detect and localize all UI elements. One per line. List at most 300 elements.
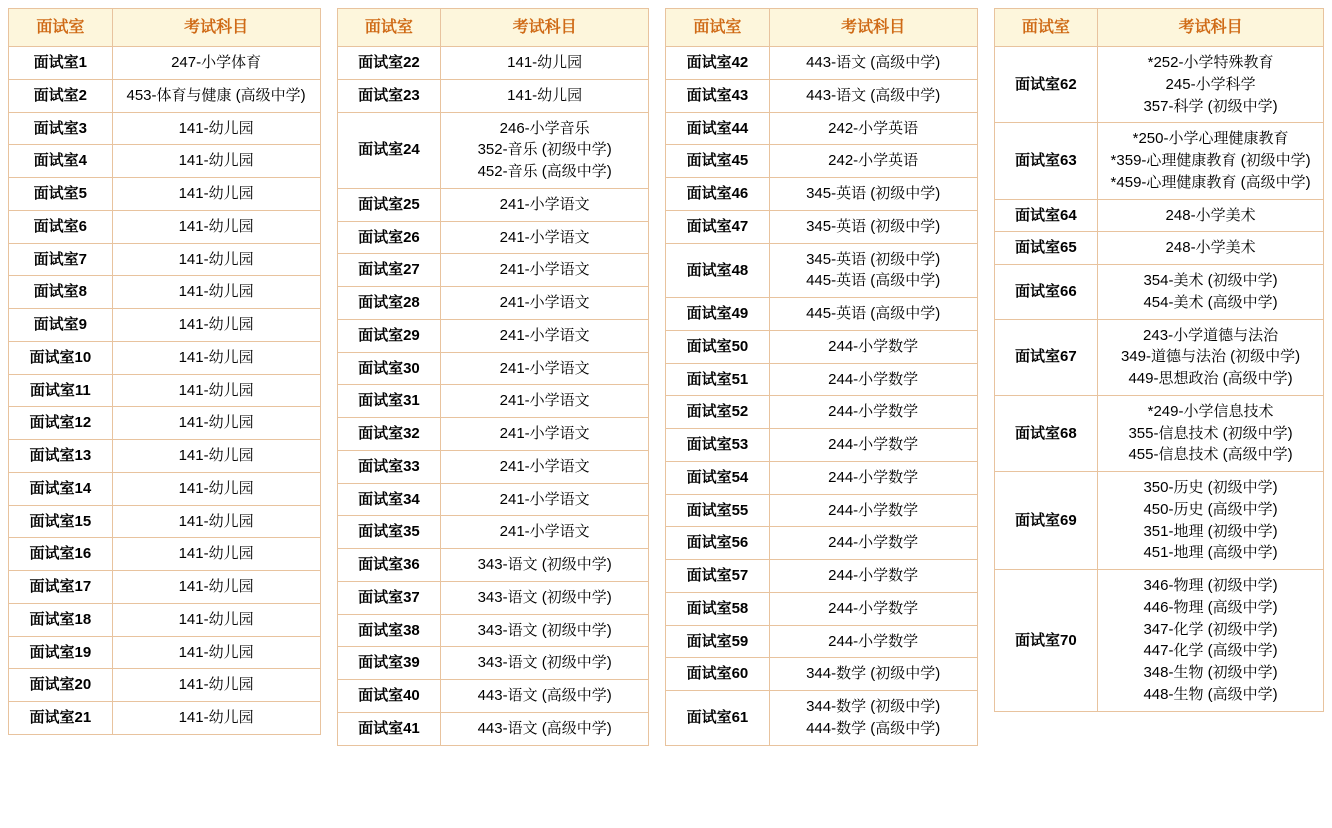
subject-line: 141-幼儿园 xyxy=(178,447,254,465)
table-row xyxy=(337,79,649,112)
subject-line: 343-语文 (初级中学) xyxy=(477,588,612,606)
subject-line: 244-小学数学 xyxy=(828,632,919,650)
subject-cell xyxy=(112,505,320,538)
schedule-table-3 xyxy=(665,8,978,746)
room-cell: 面试室15 xyxy=(9,505,113,538)
room-cell: 面试室29 xyxy=(337,319,441,352)
table-row xyxy=(666,210,978,243)
table-row xyxy=(9,178,321,211)
room-cell: 面试室23 xyxy=(337,79,441,112)
subject-cell xyxy=(112,669,320,702)
subject-cell xyxy=(769,461,977,494)
table-row xyxy=(9,112,321,145)
subject-cell xyxy=(769,625,977,658)
subject-line: 357-科学 (初级中学) xyxy=(1143,97,1278,115)
room-cell: 面试室31 xyxy=(337,385,441,418)
table-row xyxy=(666,145,978,178)
subject-line: 443-语文 (高级中学) xyxy=(477,687,612,705)
table-row xyxy=(9,669,321,702)
room-cell: 面试室20 xyxy=(9,669,113,702)
table-row xyxy=(666,396,978,429)
table-row xyxy=(9,309,321,342)
subject-cell xyxy=(441,352,649,385)
room-cell: 面试室53 xyxy=(666,429,770,462)
table-row xyxy=(337,549,649,582)
subject-cell xyxy=(112,603,320,636)
room-cell: 面试室52 xyxy=(666,396,770,429)
subject-line: 241-小学语文 xyxy=(499,326,590,344)
subject-line: 141-幼儿园 xyxy=(178,676,254,694)
subject-cell xyxy=(1098,570,1324,712)
subject-line: 141-幼儿园 xyxy=(507,86,583,104)
subject-cell xyxy=(441,47,649,80)
room-cell: 面试室10 xyxy=(9,341,113,374)
schedule-table-2 xyxy=(337,8,650,746)
subject-cell xyxy=(112,341,320,374)
subject-line: 354-美术 (初级中学) xyxy=(1143,272,1278,290)
subject-line: 244-小学数学 xyxy=(828,501,919,519)
room-cell: 面试室65 xyxy=(994,232,1098,265)
subject-cell xyxy=(441,188,649,221)
table-row xyxy=(666,178,978,211)
table-row xyxy=(337,112,649,188)
room-cell: 面试室60 xyxy=(666,658,770,691)
table-row xyxy=(666,79,978,112)
room-cell: 面试室12 xyxy=(9,407,113,440)
room-cell: 面试室37 xyxy=(337,581,441,614)
subject-line: *250-小学心理健康教育 xyxy=(1132,130,1289,148)
subject-line: 244-小学数学 xyxy=(828,370,919,388)
subject-line: 343-语文 (初级中学) xyxy=(477,556,612,574)
subject-cell xyxy=(769,243,977,298)
table-body-2 xyxy=(337,47,649,746)
subject-line: 447-化学 (高级中学) xyxy=(1143,642,1278,660)
subject-cell xyxy=(769,592,977,625)
subject-cell xyxy=(112,440,320,473)
table-row xyxy=(666,592,978,625)
subject-cell xyxy=(769,527,977,560)
table-row xyxy=(9,603,321,636)
subject-line: 141-幼儿园 xyxy=(178,348,254,366)
subject-cell xyxy=(112,571,320,604)
table-row xyxy=(666,560,978,593)
table-row xyxy=(994,472,1323,570)
subject-line: 451-地理 (高级中学) xyxy=(1143,544,1278,562)
room-cell: 面试室49 xyxy=(666,298,770,331)
subject-line: 444-数学 (高级中学) xyxy=(806,719,941,737)
room-cell: 面试室36 xyxy=(337,549,441,582)
subject-cell xyxy=(112,210,320,243)
room-cell: 面试室24 xyxy=(337,112,441,188)
subject-cell xyxy=(441,254,649,287)
schedule-block-1 xyxy=(0,8,329,735)
room-cell: 面试室41 xyxy=(337,712,441,745)
room-cell: 面试室27 xyxy=(337,254,441,287)
subject-cell xyxy=(112,47,320,80)
table-row xyxy=(994,395,1323,471)
room-cell: 面试室2 xyxy=(9,79,113,112)
subject-cell xyxy=(1098,199,1324,232)
subject-cell xyxy=(769,79,977,112)
room-cell: 面试室45 xyxy=(666,145,770,178)
table-row xyxy=(9,571,321,604)
subject-cell xyxy=(769,178,977,211)
room-cell: 面试室59 xyxy=(666,625,770,658)
subject-cell xyxy=(769,298,977,331)
room-cell: 面试室61 xyxy=(666,691,770,746)
subject-line: 448-生物 (高级中学) xyxy=(1143,685,1278,703)
subject-line: 443-语文 (高级中学) xyxy=(806,54,941,72)
table-row xyxy=(337,516,649,549)
subject-cell xyxy=(441,581,649,614)
subject-cell xyxy=(441,516,649,549)
subject-line: 141-幼儿园 xyxy=(178,643,254,661)
subject-cell xyxy=(112,472,320,505)
table-row xyxy=(666,243,978,298)
table-row xyxy=(666,429,978,462)
room-cell: 面试室47 xyxy=(666,210,770,243)
subject-line: 241-小学语文 xyxy=(499,392,590,410)
table-row xyxy=(666,625,978,658)
room-cell: 面试室56 xyxy=(666,527,770,560)
subject-line: 248-小学美术 xyxy=(1165,239,1256,257)
table-row xyxy=(666,494,978,527)
schedule-table-4 xyxy=(994,8,1324,712)
subject-line: 244-小学数学 xyxy=(828,534,919,552)
subject-line: 141-幼儿园 xyxy=(178,545,254,563)
table-row xyxy=(337,450,649,483)
subject-line: 455-信息技术 (高级中学) xyxy=(1128,446,1293,464)
room-cell: 面试室1 xyxy=(9,47,113,80)
subject-cell xyxy=(1098,47,1324,123)
table-header-row xyxy=(337,9,649,47)
subject-line: 141-幼儿园 xyxy=(178,250,254,268)
table-row xyxy=(9,538,321,571)
subject-line: 345-英语 (初级中学) xyxy=(806,217,941,235)
table-row xyxy=(994,199,1323,232)
subject-cell xyxy=(1098,123,1324,199)
subject-line: 345-英语 (初级中学) xyxy=(806,185,941,203)
room-cell: 面试室44 xyxy=(666,112,770,145)
table-row xyxy=(9,407,321,440)
subject-line: 349-道德与法治 (初级中学) xyxy=(1120,348,1301,366)
subject-line: 247-小学体育 xyxy=(171,54,262,72)
table-row xyxy=(666,691,978,746)
room-cell: 面试室54 xyxy=(666,461,770,494)
subject-cell xyxy=(769,210,977,243)
room-cell: 面试室11 xyxy=(9,374,113,407)
subject-cell xyxy=(441,418,649,451)
subject-cell xyxy=(769,429,977,462)
subject-line: 446-物理 (高级中学) xyxy=(1143,598,1278,616)
subject-line: 141-幼儿园 xyxy=(178,283,254,301)
subject-cell xyxy=(441,385,649,418)
room-cell: 面试室8 xyxy=(9,276,113,309)
table-row xyxy=(994,47,1323,123)
subject-line: 141-幼儿园 xyxy=(178,414,254,432)
table-header-row xyxy=(994,9,1323,47)
subject-line: 350-历史 (初级中学) xyxy=(1143,479,1278,497)
table-row xyxy=(666,461,978,494)
subject-line: 141-幼儿园 xyxy=(178,709,254,727)
subject-cell xyxy=(769,145,977,178)
room-cell: 面试室22 xyxy=(337,47,441,80)
subject-cell xyxy=(112,407,320,440)
room-cell: 面试室9 xyxy=(9,309,113,342)
room-cell: 面试室17 xyxy=(9,571,113,604)
table-header-row xyxy=(666,9,978,47)
subject-line: 343-语文 (初级中学) xyxy=(477,654,612,672)
subject-cell xyxy=(112,243,320,276)
column-header-subject: 考试科目 xyxy=(769,9,977,47)
subject-line: 141-幼儿园 xyxy=(178,381,254,399)
subject-cell xyxy=(441,614,649,647)
table-row xyxy=(666,527,978,560)
room-cell: 面试室62 xyxy=(994,47,1098,123)
table-row xyxy=(337,287,649,320)
room-cell: 面试室68 xyxy=(994,395,1098,471)
room-cell: 面试室19 xyxy=(9,636,113,669)
table-row xyxy=(994,319,1323,395)
subject-cell xyxy=(769,560,977,593)
table-row xyxy=(9,702,321,735)
table-row xyxy=(9,210,321,243)
room-cell: 面试室38 xyxy=(337,614,441,647)
room-cell: 面试室34 xyxy=(337,483,441,516)
room-cell: 面试室50 xyxy=(666,330,770,363)
subject-cell xyxy=(769,691,977,746)
subject-line: 348-生物 (初级中学) xyxy=(1143,664,1278,682)
subject-cell xyxy=(441,79,649,112)
table-row xyxy=(9,243,321,276)
subject-line: 244-小学数学 xyxy=(828,337,919,355)
room-cell: 面试室57 xyxy=(666,560,770,593)
subject-cell xyxy=(112,79,320,112)
room-cell: 面试室69 xyxy=(994,472,1098,570)
table-body-3 xyxy=(666,47,978,746)
room-cell: 面试室40 xyxy=(337,680,441,713)
subject-line: 241-小学语文 xyxy=(499,359,590,377)
table-row xyxy=(337,483,649,516)
table-row xyxy=(337,254,649,287)
subject-cell xyxy=(441,712,649,745)
subject-cell xyxy=(1098,265,1324,320)
subject-line: 241-小学语文 xyxy=(499,490,590,508)
table-row xyxy=(337,581,649,614)
table-row xyxy=(994,265,1323,320)
table-row xyxy=(9,79,321,112)
table-row xyxy=(666,363,978,396)
subject-line: 141-幼儿园 xyxy=(178,578,254,596)
table-row xyxy=(9,145,321,178)
table-row xyxy=(9,47,321,80)
table-row xyxy=(337,319,649,352)
subject-cell xyxy=(441,221,649,254)
subject-line: 355-信息技术 (初级中学) xyxy=(1128,424,1293,442)
subject-cell xyxy=(1098,319,1324,395)
subject-line: 241-小学语文 xyxy=(499,425,590,443)
room-cell: 面试室46 xyxy=(666,178,770,211)
room-cell: 面试室35 xyxy=(337,516,441,549)
schedule-block-3 xyxy=(657,8,986,746)
room-cell: 面试室63 xyxy=(994,123,1098,199)
subject-line: 244-小学数学 xyxy=(828,403,919,421)
subject-line: 343-语文 (初级中学) xyxy=(477,621,612,639)
room-cell: 面试室66 xyxy=(994,265,1098,320)
table-row xyxy=(994,232,1323,265)
table-row xyxy=(994,570,1323,712)
table-row xyxy=(9,505,321,538)
subject-line: 141-幼儿园 xyxy=(178,152,254,170)
column-header-room: 面试室 xyxy=(337,9,441,47)
room-cell: 面试室51 xyxy=(666,363,770,396)
room-cell: 面试室39 xyxy=(337,647,441,680)
subject-line: 352-音乐 (初级中学) xyxy=(477,141,612,159)
room-cell: 面试室4 xyxy=(9,145,113,178)
subject-line: 141-幼儿园 xyxy=(507,54,583,72)
table-row xyxy=(337,188,649,221)
subject-cell xyxy=(112,538,320,571)
room-cell: 面试室3 xyxy=(9,112,113,145)
room-cell: 面试室48 xyxy=(666,243,770,298)
subject-cell xyxy=(441,483,649,516)
column-header-subject: 考试科目 xyxy=(1098,9,1324,47)
room-cell: 面试室28 xyxy=(337,287,441,320)
room-cell: 面试室26 xyxy=(337,221,441,254)
subject-cell xyxy=(1098,232,1324,265)
subject-line: 347-化学 (初级中学) xyxy=(1143,620,1278,638)
subject-line: 443-语文 (高级中学) xyxy=(477,719,612,737)
table-row xyxy=(9,341,321,374)
room-cell: 面试室7 xyxy=(9,243,113,276)
room-cell: 面试室58 xyxy=(666,592,770,625)
room-cell: 面试室25 xyxy=(337,188,441,221)
subject-cell xyxy=(769,363,977,396)
room-cell: 面试室64 xyxy=(994,199,1098,232)
subject-line: 241-小学语文 xyxy=(499,294,590,312)
room-cell: 面试室13 xyxy=(9,440,113,473)
table-body-1 xyxy=(9,47,321,735)
table-row xyxy=(9,472,321,505)
subject-cell xyxy=(769,330,977,363)
subject-line: 450-历史 (高级中学) xyxy=(1143,500,1278,518)
subject-line: 241-小学语文 xyxy=(499,523,590,541)
room-cell: 面试室16 xyxy=(9,538,113,571)
subject-cell xyxy=(112,112,320,145)
schedule-block-4 xyxy=(986,8,1332,712)
subject-cell xyxy=(112,178,320,211)
table-row xyxy=(337,712,649,745)
subject-line: 242-小学英语 xyxy=(828,119,919,137)
subject-cell xyxy=(112,374,320,407)
subject-cell xyxy=(112,702,320,735)
subject-line: 141-幼儿园 xyxy=(178,512,254,530)
table-row xyxy=(994,123,1323,199)
table-row xyxy=(337,614,649,647)
subject-cell xyxy=(769,396,977,429)
room-cell: 面试室70 xyxy=(994,570,1098,712)
subject-line: 242-小学英语 xyxy=(828,152,919,170)
subject-line: 445-英语 (高级中学) xyxy=(806,305,941,323)
subject-line: 241-小学语文 xyxy=(499,195,590,213)
room-cell: 面试室21 xyxy=(9,702,113,735)
subject-cell xyxy=(769,112,977,145)
subject-line: 453-体育与健康 (高级中学) xyxy=(126,86,306,104)
subject-cell xyxy=(1098,395,1324,471)
subject-cell xyxy=(441,319,649,352)
subject-line: 344-数学 (初级中学) xyxy=(806,665,941,683)
subject-line: 454-美术 (高级中学) xyxy=(1143,293,1278,311)
subject-line: 241-小学语文 xyxy=(499,228,590,246)
subject-cell xyxy=(441,450,649,483)
subject-cell xyxy=(441,287,649,320)
subject-cell xyxy=(769,494,977,527)
subject-line: 243-小学道德与法治 xyxy=(1143,326,1279,344)
subject-cell xyxy=(441,112,649,188)
subject-line: 351-地理 (初级中学) xyxy=(1143,522,1278,540)
column-header-subject: 考试科目 xyxy=(112,9,320,47)
room-cell: 面试室6 xyxy=(9,210,113,243)
schedule-table-1 xyxy=(8,8,321,735)
subject-line: *459-心理健康教育 (高级中学) xyxy=(1110,173,1311,191)
subject-cell xyxy=(112,636,320,669)
subject-line: 141-幼儿园 xyxy=(178,479,254,497)
room-cell: 面试室33 xyxy=(337,450,441,483)
subject-line: 244-小学数学 xyxy=(828,567,919,585)
table-row xyxy=(337,47,649,80)
subject-line: 449-思想政治 (高级中学) xyxy=(1128,370,1293,388)
subject-line: 241-小学语文 xyxy=(499,261,590,279)
subject-line: *359-心理健康教育 (初级中学) xyxy=(1110,152,1311,170)
table-row xyxy=(666,47,978,80)
subject-cell xyxy=(112,145,320,178)
room-cell: 面试室42 xyxy=(666,47,770,80)
table-row xyxy=(337,385,649,418)
subject-line: 245-小学科学 xyxy=(1165,75,1256,93)
room-cell: 面试室18 xyxy=(9,603,113,636)
table-row xyxy=(666,330,978,363)
subject-cell xyxy=(441,647,649,680)
room-cell: 面试室43 xyxy=(666,79,770,112)
subject-line: 248-小学美术 xyxy=(1165,206,1256,224)
subject-line: 246-小学音乐 xyxy=(499,119,590,137)
subject-cell xyxy=(769,658,977,691)
table-row xyxy=(337,647,649,680)
subject-line: 452-音乐 (高级中学) xyxy=(477,163,612,181)
table-row xyxy=(9,440,321,473)
schedule-block-2 xyxy=(329,8,658,746)
subject-line: 141-幼儿园 xyxy=(178,316,254,334)
subject-line: 244-小学数学 xyxy=(828,599,919,617)
table-header-row xyxy=(9,9,321,47)
subject-cell xyxy=(441,680,649,713)
subject-line: 445-英语 (高级中学) xyxy=(806,272,941,290)
subject-line: 244-小学数学 xyxy=(828,468,919,486)
subject-line: 141-幼儿园 xyxy=(178,217,254,235)
room-cell: 面试室55 xyxy=(666,494,770,527)
table-row xyxy=(337,221,649,254)
room-cell: 面试室5 xyxy=(9,178,113,211)
room-cell: 面试室67 xyxy=(994,319,1098,395)
table-row xyxy=(9,636,321,669)
subject-line: 344-数学 (初级中学) xyxy=(806,698,941,716)
subject-line: *252-小学特殊教育 xyxy=(1147,54,1274,72)
subject-line: 345-英语 (初级中学) xyxy=(806,250,941,268)
subject-cell xyxy=(112,309,320,342)
subject-line: 244-小学数学 xyxy=(828,436,919,454)
room-cell: 面试室30 xyxy=(337,352,441,385)
table-row xyxy=(9,276,321,309)
